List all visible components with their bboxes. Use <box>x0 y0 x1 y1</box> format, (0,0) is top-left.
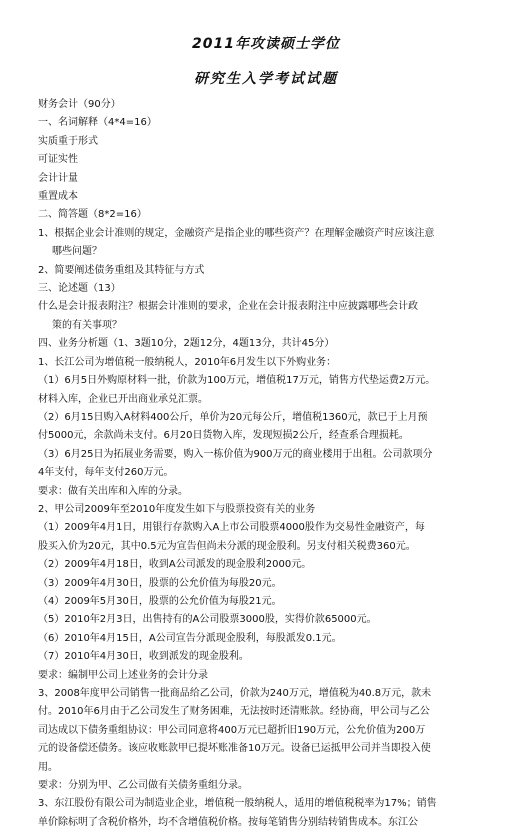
text-line: 四、业务分析题（1、3题10分，2题12分，4题13分，共计45分） <box>38 338 335 350</box>
text-line: 2、甲公司2009年至2010年度发生如下与股票投资有关的业务 <box>38 503 316 515</box>
text-line: 重置成本 <box>38 191 78 203</box>
document-body <box>38 96 514 832</box>
text-line: （5）2010年2月3日，出售持有的A公司股票3000股，实得价款65000元。 <box>38 614 377 626</box>
text-line: 可证实性 <box>38 154 78 166</box>
text-line: 元的设备偿还债务。该应收账款甲已提坏账准备10万元。设备已运抵甲公司并当即投入使 <box>38 743 431 755</box>
text-line: 司达成以下债务重组协议：甲公司同意将400万元已超折旧190万元，公允价值为200万 <box>38 724 426 736</box>
text-line: 要求：编制甲公司上述业务的会计分录 <box>38 669 208 681</box>
text-line: 要求：做有关出库和入库的分录。 <box>38 485 188 497</box>
text-line: 哪些问题？ <box>52 246 102 258</box>
text-line: （6）2010年4月15日，A公司宣告分派现金股利，每股派发0.1元。 <box>38 632 342 644</box>
text-line: 材料入库，企业已开出商业承兑汇票。 <box>38 393 208 405</box>
text-line: 1、长江公司为增值税一般纳税人，2010年6月发生以下外购业务： <box>38 356 337 368</box>
text-line: 二、简答题（8*2=16） <box>38 209 147 221</box>
text-line: 财务会计（90分） <box>38 99 121 110</box>
text-line: 实质重于形式 <box>38 135 98 147</box>
text-line: 1、根据企业会计准则的规定，金融资产是指企业的哪些资产？在理解金融资产时应该注意 <box>38 227 435 239</box>
text-line: 会计计量 <box>38 172 78 184</box>
text-line: 什么是会计报表附注？根据会计准则的要求，企业在会计报表附注中应披露哪些会计政 <box>38 301 418 313</box>
text-line: （1）6月5日外购原材料一批，价款为100万元，增值税17万元，销售方代垫运费2万元。 <box>38 375 436 387</box>
text-line: （7）2010年4月30日，收到派发的现金股利。 <box>38 651 249 663</box>
text-line: 付。2010年6月由于乙公司发生了财务困难，无法按时还清账款。经协商，甲公司与乙公 <box>38 706 430 718</box>
text-line: 单价除标明了含税价格外，均不含增值税价格。按每笔销售分别结转销售成本。东江公 <box>38 816 418 828</box>
text-line: （3）6月25日为拓展业务需要，购入一栋价值为900万元的商业楼用于出租。公司款项分 <box>38 448 433 460</box>
text-line: （1）2009年4月1日，用银行存款购入A上市公司股票4000股作为交易性金融资产，每 <box>38 522 425 534</box>
text-line: 用。 <box>38 761 58 773</box>
document-title: 2011年攻读硕士学位 <box>192 36 340 52</box>
text-line: 2、简要阐述债务重组及其特征与方式 <box>38 264 205 276</box>
text-line: 4年支付，每年支付260万元。 <box>38 467 174 479</box>
text-line: （4）2009年5月30日，股票的公允价值为每股21元。 <box>38 595 282 607</box>
text-line: 要求：分别为甲、乙公司做有关债务重组分录。 <box>38 780 248 792</box>
text-line: （3）2009年4月30日，股票的公允价值为每股20元。 <box>38 577 282 589</box>
text-line: 策的有关事项？ <box>52 319 122 331</box>
text-line: 付5000元，余款尚未支付。6月20日货物入库，发现短损2公斤，经查系合理损耗。 <box>38 430 409 442</box>
text-line: 三、论述题（13） <box>38 283 121 295</box>
text-line: 3、2008年度甲公司销售一批商品给乙公司，价款为240万元，增值税为40.8万元，款未 <box>38 688 432 699</box>
text-line: （2）2009年4月18日，收到A公司派发的现金股利2000元。 <box>38 559 312 571</box>
document-subtitle: 研究生入学考试试题 <box>194 71 338 87</box>
text-line: （2）6月15日购入A材料400公斤，单价为20元每公斤，增值税1360元，款已于上月预 <box>38 411 428 423</box>
text-line: 一、名词解释（4*4=16） <box>38 117 157 129</box>
text-line: 股买入价为20元，其中0.5元为宣告但尚未分派的现金股利。另支付相关税费360元。 <box>38 540 416 552</box>
text-line: 3、东江股份有限公司为制造业企业，增值税一般纳税人，适用的增值税税率为17%；销售 <box>38 798 437 810</box>
